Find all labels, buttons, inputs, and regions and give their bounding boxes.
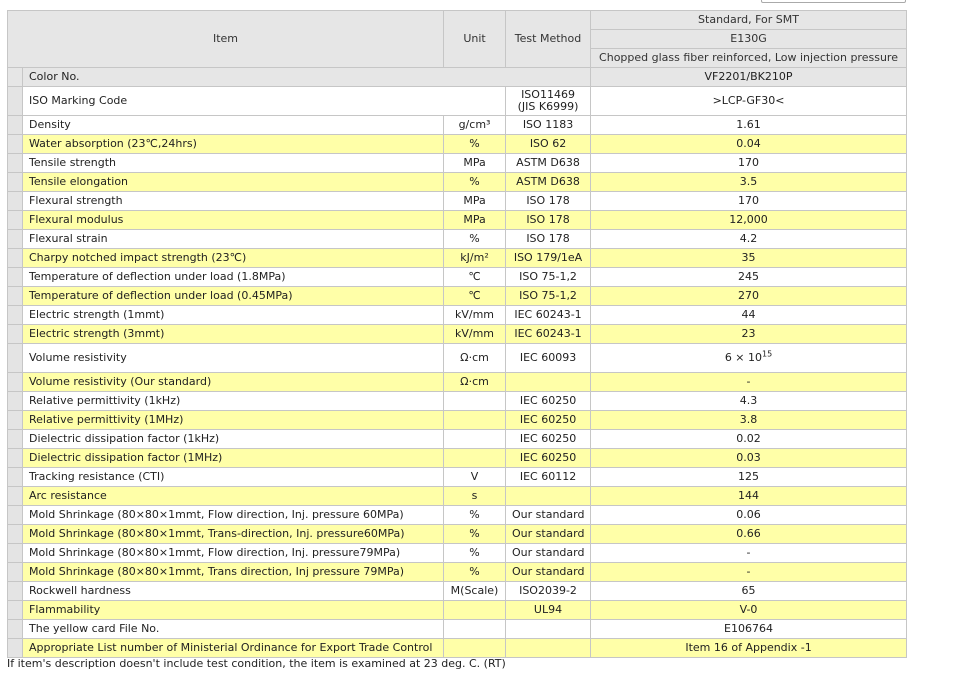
cell-value: Item 16 of Appendix -1 [591, 639, 907, 658]
row-marker [8, 116, 23, 135]
cell-method [506, 373, 591, 392]
row-marker [8, 135, 23, 154]
cell-value: 170 [591, 154, 907, 173]
cell-unit: % [444, 525, 506, 544]
row-marker [8, 268, 23, 287]
row-marker [8, 344, 23, 373]
table-row [8, 135, 907, 154]
table-row [8, 249, 907, 268]
cell-value: 65 [591, 582, 907, 601]
cell-value [591, 344, 907, 373]
cell-item: Water absorption (23℃,24hrs) [23, 135, 444, 154]
row-marker [8, 430, 23, 449]
cell-method: IEC 60093 [506, 344, 591, 373]
cell-value: 170 [591, 192, 907, 211]
cell-item: Rockwell hardness [23, 582, 444, 601]
cell-value: 144 [591, 487, 907, 506]
cell-unit [444, 392, 506, 411]
cell-item: Flexural strength [23, 192, 444, 211]
cell-unit: Ω·cm [444, 344, 506, 373]
cell-item: The yellow card File No. [23, 620, 444, 639]
cell-method: ISO 75-1,2 [506, 287, 591, 306]
cell-method [506, 639, 591, 658]
cell-unit: g/cm³ [444, 116, 506, 135]
row-marker [8, 173, 23, 192]
cell-value: 3.8 [591, 411, 907, 430]
spec-table [7, 10, 907, 658]
cell-unit: kJ/m² [444, 249, 506, 268]
table-row [8, 306, 907, 325]
cell-method: IEC 60243-1 [506, 306, 591, 325]
cell-value: 0.03 [591, 449, 907, 468]
cell-value: V-0 [591, 601, 907, 620]
row-marker [8, 249, 23, 268]
cell-method: ISO 75-1,2 [506, 268, 591, 287]
cell-method: ISO 178 [506, 192, 591, 211]
cell-value: 0.66 [591, 525, 907, 544]
cell-item: Volume resistivity (Our standard) [23, 373, 444, 392]
cell-value: 270 [591, 287, 907, 306]
cell-method: Our standard [506, 563, 591, 582]
table-row [8, 639, 907, 658]
cell-item: Arc resistance [23, 487, 444, 506]
table-row [8, 154, 907, 173]
cell-item: Electric strength (1mmt) [23, 306, 444, 325]
row-marker [8, 544, 23, 563]
row-marker [8, 325, 23, 344]
cell-item: Appropriate List number of Ministerial Ordinance for Export Trade Control [23, 639, 444, 658]
cell-value: 245 [591, 268, 907, 287]
table-row [8, 411, 907, 430]
row-marker [8, 306, 23, 325]
header-grade-desc: Chopped glass fiber reinforced, Low injection pressure [591, 49, 907, 68]
cell-method [506, 487, 591, 506]
header-unit: Unit [444, 11, 506, 68]
value-base: 6 × 10 [724, 351, 763, 364]
cell-value: 1.61 [591, 116, 907, 135]
cell-unit: MPa [444, 211, 506, 230]
table-row [8, 325, 907, 344]
cell-value: 0.02 [591, 430, 907, 449]
value-exponent: 15 [762, 349, 773, 359]
cell-item: Density [23, 116, 444, 135]
table-row [8, 544, 907, 563]
table-row [8, 620, 907, 639]
cell-item: Flexural strain [23, 230, 444, 249]
top-input-box[interactable] [761, 0, 906, 3]
cell-method [506, 620, 591, 639]
cell-unit: % [444, 506, 506, 525]
cell-unit [444, 430, 506, 449]
cell-method: ASTM D638 [506, 154, 591, 173]
row-marker [8, 639, 23, 658]
cell-value: - [591, 373, 907, 392]
cell-item: Electric strength (3mmt) [23, 325, 444, 344]
row-marker [8, 392, 23, 411]
cell-method: IEC 60250 [506, 449, 591, 468]
table-row [8, 211, 907, 230]
iso-method-line-2: (JIS K6999) [517, 100, 579, 113]
header-item: Item [8, 11, 444, 68]
cell-value: 35 [591, 249, 907, 268]
row-marker [8, 620, 23, 639]
row-marker [8, 468, 23, 487]
cell-item: Flammability [23, 601, 444, 620]
cell-value: 0.06 [591, 506, 907, 525]
color-value: VF2201/BK210P [591, 68, 907, 87]
table-row [8, 449, 907, 468]
cell-value: - [591, 544, 907, 563]
table-row [8, 373, 907, 392]
volume-resistivity-row [8, 344, 907, 373]
row-marker [8, 287, 23, 306]
row-marker [8, 68, 23, 87]
table-row [8, 230, 907, 249]
color-label: Color No. [23, 68, 591, 87]
table-row [8, 268, 907, 287]
table-row [8, 192, 907, 211]
cell-value: E106764 [591, 620, 907, 639]
cell-item: Volume resistivity [23, 344, 444, 373]
cell-item: Relative permittivity (1kHz) [23, 392, 444, 411]
cell-value: 4.3 [591, 392, 907, 411]
cell-unit [444, 639, 506, 658]
cell-unit: MPa [444, 192, 506, 211]
cell-unit: % [444, 135, 506, 154]
table-row [8, 582, 907, 601]
cell-unit: % [444, 173, 506, 192]
cell-item: Relative permittivity (1MHz) [23, 411, 444, 430]
cell-item: Dielectric dissipation factor (1kHz) [23, 430, 444, 449]
cell-unit [444, 620, 506, 639]
cell-item: Mold Shrinkage (80×80×1mmt, Trans direction, Inj pressure 79MPa) [23, 563, 444, 582]
cell-unit: ℃ [444, 268, 506, 287]
row-marker [8, 411, 23, 430]
table-row [8, 506, 907, 525]
cell-item: Dielectric dissipation factor (1MHz) [23, 449, 444, 468]
row-marker [8, 87, 23, 116]
cell-value: 4.2 [591, 230, 907, 249]
cell-unit [444, 449, 506, 468]
footnote: If item's description doesn't include test condition, the item is examined at 23 deg. C. (RT) [7, 657, 506, 670]
color-row [8, 68, 907, 87]
cell-method: ASTM D638 [506, 173, 591, 192]
table-row [8, 173, 907, 192]
row-marker [8, 449, 23, 468]
cell-unit: ℃ [444, 287, 506, 306]
table-header [8, 11, 907, 68]
cell-method: Our standard [506, 506, 591, 525]
header-standard: Standard, For SMT [591, 11, 907, 30]
cell-unit [444, 411, 506, 430]
table-row [8, 116, 907, 135]
cell-method: ISO 179/1eA [506, 249, 591, 268]
cell-value: - [591, 563, 907, 582]
cell-item: Mold Shrinkage (80×80×1mmt, Flow direction, Inj. pressure79MPa) [23, 544, 444, 563]
cell-item: Mold Shrinkage (80×80×1mmt, Flow direction, Inj. pressure 60MPa) [23, 506, 444, 525]
cell-unit: s [444, 487, 506, 506]
row-marker [8, 487, 23, 506]
cell-unit: % [444, 230, 506, 249]
cell-item: Temperature of deflection under load (0.45MPa) [23, 287, 444, 306]
cell-method: ISO2039-2 [506, 582, 591, 601]
row-marker [8, 601, 23, 620]
table-row [8, 563, 907, 582]
cell-value: 3.5 [591, 173, 907, 192]
row-marker [8, 582, 23, 601]
cell-unit: V [444, 468, 506, 487]
table-row [8, 392, 907, 411]
cell-unit: % [444, 563, 506, 582]
cell-method: Our standard [506, 544, 591, 563]
cell-method: IEC 60250 [506, 430, 591, 449]
table-row [8, 287, 907, 306]
cell-method: IEC 60112 [506, 468, 591, 487]
row-marker [8, 506, 23, 525]
iso-marking-label: ISO Marking Code [23, 87, 506, 116]
cell-method: UL94 [506, 601, 591, 620]
cell-unit: kV/mm [444, 306, 506, 325]
cell-item: Tensile elongation [23, 173, 444, 192]
cell-method: ISO 178 [506, 230, 591, 249]
cell-unit: kV/mm [444, 325, 506, 344]
cell-method: ISO 62 [506, 135, 591, 154]
header-grade: E130G [591, 30, 907, 49]
row-marker [8, 525, 23, 544]
cell-item: Charpy notched impact strength (23℃) [23, 249, 444, 268]
cell-method: IEC 60250 [506, 411, 591, 430]
table-row [8, 487, 907, 506]
iso-marking-value: >LCP-GF30< [591, 87, 907, 116]
cell-value: 12,000 [591, 211, 907, 230]
row-marker [8, 373, 23, 392]
cell-method: ISO 178 [506, 211, 591, 230]
row-marker [8, 211, 23, 230]
row-marker [8, 154, 23, 173]
table-row [8, 430, 907, 449]
iso-marking-method [506, 87, 591, 116]
cell-value: 44 [591, 306, 907, 325]
header-test-method: Test Method [506, 11, 591, 68]
cell-unit: M(Scale) [444, 582, 506, 601]
cell-item: Flexural modulus [23, 211, 444, 230]
cell-unit: Ω·cm [444, 373, 506, 392]
iso-marking-row [8, 87, 907, 116]
table-row [8, 468, 907, 487]
cell-value: 23 [591, 325, 907, 344]
cell-unit: MPa [444, 154, 506, 173]
cell-item: Temperature of deflection under load (1.8MPa) [23, 268, 444, 287]
cell-item: Tracking resistance (CTI) [23, 468, 444, 487]
cell-item: Mold Shrinkage (80×80×1mmt, Trans-direction, Inj. pressure60MPa) [23, 525, 444, 544]
iso-method-line-1: ISO11469 [521, 88, 575, 101]
row-marker [8, 563, 23, 582]
table-row [8, 525, 907, 544]
cell-method: ISO 1183 [506, 116, 591, 135]
cell-method: Our standard [506, 525, 591, 544]
cell-method: IEC 60250 [506, 392, 591, 411]
cell-unit [444, 601, 506, 620]
cell-value: 0.04 [591, 135, 907, 154]
table-row [8, 601, 907, 620]
cell-value: 125 [591, 468, 907, 487]
cell-unit: % [444, 544, 506, 563]
row-marker [8, 192, 23, 211]
cell-item: Tensile strength [23, 154, 444, 173]
cell-method: IEC 60243-1 [506, 325, 591, 344]
row-marker [8, 230, 23, 249]
